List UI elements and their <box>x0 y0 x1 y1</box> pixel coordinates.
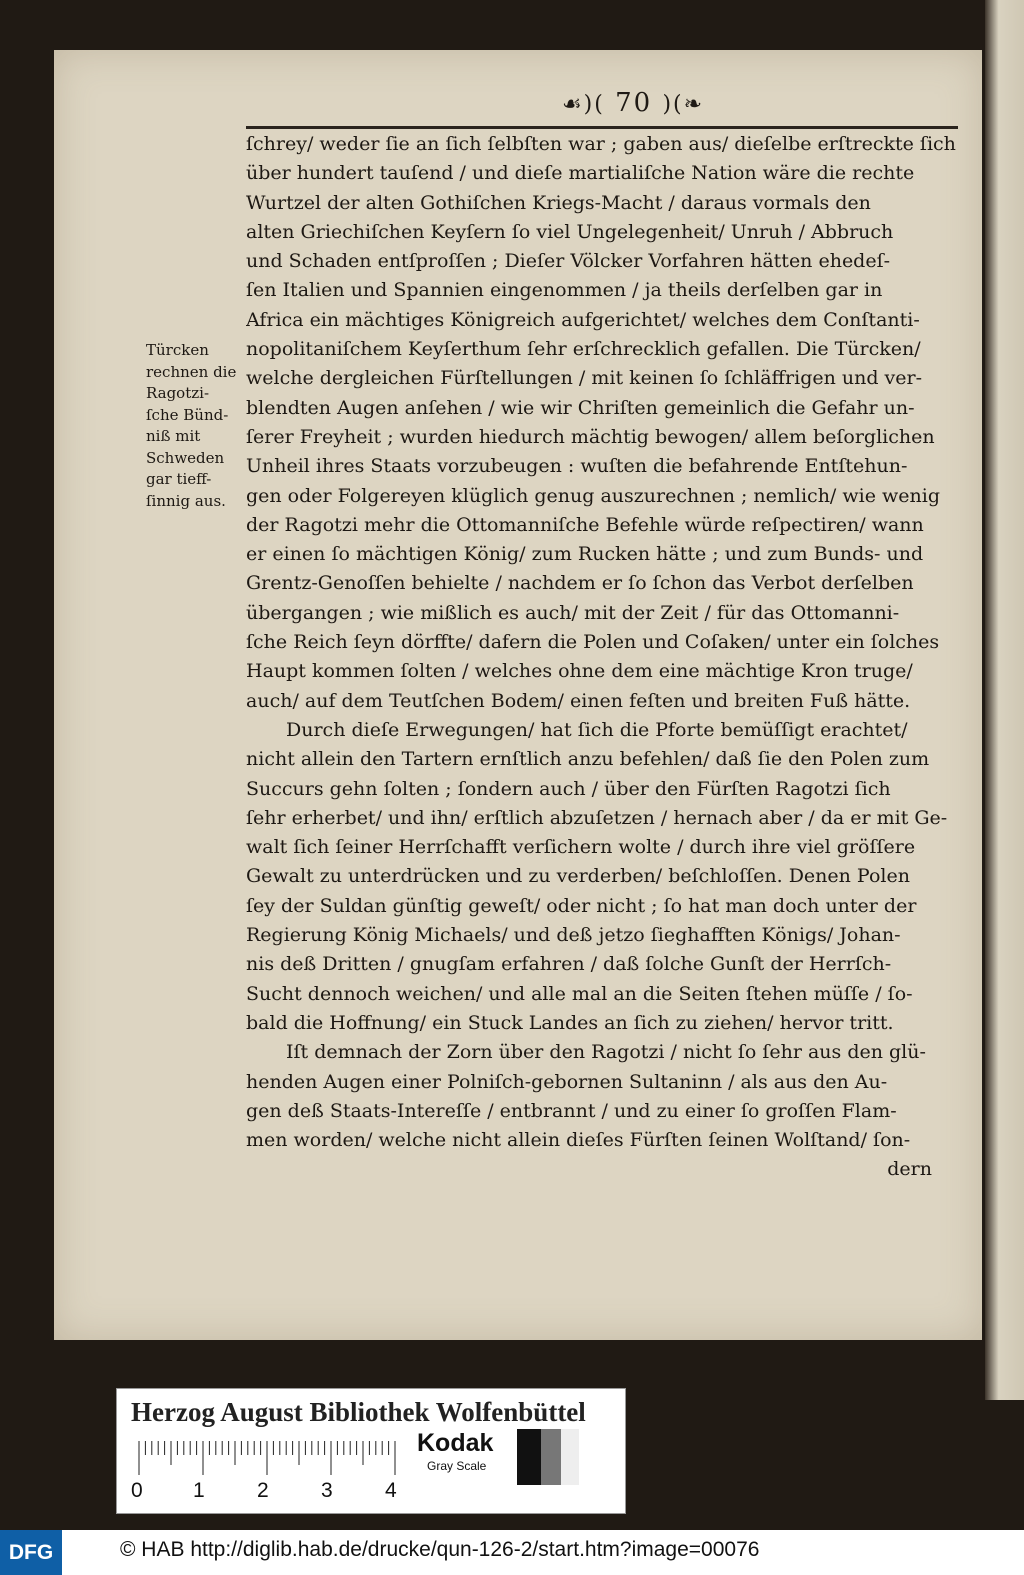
ruler-number: 3 <box>321 1479 333 1502</box>
text-line: Grentz-Genoſſen behielte / nachdem er ſo ſchon das Verbot derſelben <box>246 572 914 595</box>
text-line: men worden/ welche nicht allein dieſes Fürſten ſeinen Wolſtand/ ſon- <box>246 1129 911 1152</box>
text-line: blendten Augen anſehen / wie wir Chriſten gemeinlich die Gefahr un- <box>246 396 915 419</box>
text-line: auch/ auf dem Teutſchen Bodem/ einen feſten und breiten Fuß hätte. <box>246 689 911 712</box>
header-rule <box>246 126 958 129</box>
text-line: nopolitaniſchem Keyſerthum ſehr erſchrecklich gefallen. Die Türcken/ <box>246 338 921 361</box>
swatch-black <box>517 1429 541 1485</box>
text-line: gen oder Folgereyen klüglich genug auszurechnen ; nemlich/ wie wenig <box>246 484 940 507</box>
footer-bar <box>0 1530 1024 1575</box>
text-line: ſchrey/ weder ſie an ſich ſelbſten war ; gaben aus/ dieſelbe erſtreckte ſich <box>246 133 956 155</box>
copyright-link[interactable]: © HAB http://diglib.hab.de/drucke/qun-126-2/start.htm?image=00076 <box>120 1538 760 1561</box>
text-line: Gewalt zu unterdrücken und zu verderben/ beſchloſſen. Denen Polen <box>246 865 910 888</box>
catchword: dern <box>887 1158 932 1181</box>
text-line: henden Augen einer Polniſch-gebornen Sultaninn / als aus den Au- <box>246 1070 888 1093</box>
header-ornament-right: )(❧ <box>662 92 705 117</box>
text-line: nis deß Dritten / gnugſam erfahren / daß ſolche Gunſt der Herrſch- <box>246 953 892 976</box>
swatch-light <box>561 1429 579 1485</box>
text-line: Africa ein mächtiges Königreich aufgerichtet/ welches dem Conſtanti- <box>246 308 920 331</box>
text-line: Durch dieſe Erwegungen/ hat ſich die Pforte bemüſſigt erachtet/ <box>286 718 908 741</box>
margin-note-line: Türcken <box>146 341 209 359</box>
calibration-card <box>116 1388 626 1514</box>
text-line: bald die Hoffnung/ ein Stuck Landes an ſich zu ziehen/ hervor tritt. <box>246 1011 894 1034</box>
page-number: 70 <box>615 88 653 118</box>
text-line: ſen Italien und Spannien eingenommen / ja theils derſelben gar in <box>246 279 883 302</box>
margin-note <box>146 340 246 512</box>
text-line: Iſt demnach der Zorn über den Ragotzi / nicht ſo ſehr aus den glü- <box>286 1041 926 1064</box>
body-text <box>246 130 960 1185</box>
margin-note-line: ſche Bünd- <box>146 405 229 424</box>
library-name: Herzog August Bibliothek Wolfenbüttel <box>131 1397 586 1427</box>
ruler-number: 1 <box>193 1479 205 1502</box>
ruler-number: 4 <box>385 1479 397 1502</box>
text-line: ſche Reich ſeyn dörffte/ dafern die Polen und Coſaken/ unter ein ſolches <box>246 631 940 654</box>
ruler-ticks <box>137 1441 407 1479</box>
text-line: Regierung König Michaels/ und deß jetzo ſieghafften Königs/ Johan- <box>246 924 901 947</box>
text-line: der Ragotzi mehr die Ottomanniſche Befehle würde reſpectiren/ wann <box>246 513 924 536</box>
margin-note-line: Ragotzi- <box>146 384 210 402</box>
text-line: übergangen ; wie mißlich es auch/ mit der Zeit / für das Ottomanni- <box>246 601 900 624</box>
text-line: Succurs gehn ſolten ; ſondern auch / über den Fürſten Ragotzi ſich <box>246 777 891 800</box>
margin-note-line: rechnen die <box>146 362 237 381</box>
next-page-edge <box>985 0 1024 1400</box>
swatch-gray <box>541 1429 561 1485</box>
ruler-number: 0 <box>131 1479 143 1502</box>
ruler-numbers <box>131 1479 411 1507</box>
text-line: Unheil ihres Staats vorzubeugen : wuſten die befahrende Entſtehun- <box>246 455 908 478</box>
text-line: welche dergleichen Fürſtellungen / mit keinen ſo ſchläffrigen und ver- <box>246 367 923 390</box>
page-header <box>54 88 982 118</box>
header-ornament-left: ☙)( <box>561 92 605 117</box>
margin-note-line: niß mit <box>146 427 201 445</box>
text-line: er einen ſo mächtigen König/ zum Rucken hätte ; und zum Bunds- und <box>246 543 924 566</box>
text-line: ſey der Suldan günſtig geweſt/ oder nicht ; ſo hat man doch unter der <box>246 894 917 917</box>
book-page <box>54 50 982 1340</box>
margin-note-line: gar tieff- <box>146 470 212 488</box>
text-line: ſerer Freyheit ; wurden hiedurch mächtig bewogen/ allem beſorglichen <box>246 425 935 448</box>
text-line: über hundert tauſend / und dieſe martialiſche Nation wäre die rechte <box>246 162 915 185</box>
kodak-logo: Kodak <box>417 1429 494 1457</box>
gray-swatches <box>517 1429 579 1485</box>
margin-note-line: ſinnig aus. <box>146 491 226 510</box>
text-line: alten Griechiſchen Keyſern ſo viel Ungelegenheit/ Unruh / Abbruch <box>246 220 894 243</box>
text-line: ſehr erherbet/ und ihn/ erſtlich abzuſetzen / hernach aber / da er mit Ge- <box>246 806 948 829</box>
ruler-number: 2 <box>257 1479 269 1502</box>
text-line: Haupt kommen ſolten / welches ohne dem eine mächtige Kron truge/ <box>246 660 913 683</box>
margin-note-line: Schweden <box>146 448 225 467</box>
text-line: nicht allein den Tartern ernſtlich anzu befehlen/ daß ſie den Polen zum <box>246 748 930 771</box>
gray-scale-label: Gray Scale <box>427 1459 487 1473</box>
text-line: gen deß Staats-Intereſſe / entbrannt / und zu einer ſo groſſen Flam- <box>246 1099 897 1122</box>
text-line: Wurtzel der alten Gothiſchen Kriegs-Macht / daraus vormals den <box>246 191 871 214</box>
text-line: Sucht dennoch weichen/ und alle mal an die Seiten ſtehen müſſe / ſo- <box>246 982 913 1005</box>
text-line: walt ſich ſeiner Herrſchafft verſichern wolte / durch ihre viel gröſſere <box>246 836 916 859</box>
text-line: und Schaden entſproſſen ; Dieſer Völcker Vorfahren hätten ehedeſ- <box>246 250 891 273</box>
dfg-logo: DFG <box>0 1530 62 1575</box>
